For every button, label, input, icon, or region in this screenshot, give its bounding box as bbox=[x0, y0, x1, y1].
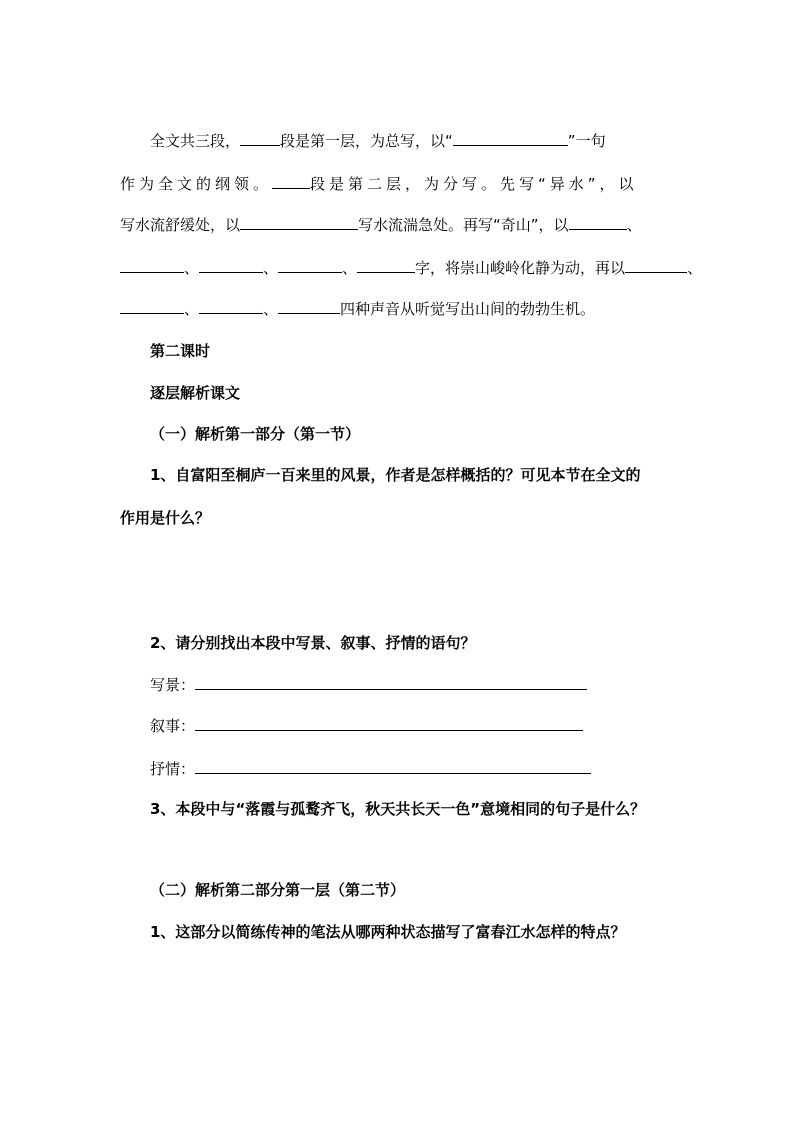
answer-label: 叙事： bbox=[150, 717, 196, 735]
intro-text: 四种声音从听觉写出山间的勃勃生机。 bbox=[340, 300, 596, 318]
part1-question-3: 3、本段中与“落霞与孤鹜齐飞，秋天共长天一色”意境相同的句子是什么？ bbox=[150, 800, 646, 818]
intro-text: 全文共三段， bbox=[150, 132, 241, 150]
part2-question-1: 1、这部分以简练传神的笔法从哪两种状态描写了富春江水怎样的特点？ bbox=[150, 923, 626, 941]
intro-line-3 bbox=[120, 215, 642, 235]
answer-label: 写景： bbox=[150, 676, 196, 694]
blank-key-sentence[interactable] bbox=[453, 131, 568, 146]
intro-text: 、 bbox=[687, 259, 703, 277]
separator: 、 bbox=[184, 259, 200, 277]
part1-question-1-continued: 作用是什么？ bbox=[120, 509, 211, 527]
intro-line-5 bbox=[120, 299, 595, 319]
intro-line-2 bbox=[120, 174, 638, 194]
blank-sound[interactable] bbox=[199, 299, 263, 314]
part2-heading: （二）解析第二部分第一层（第二节） bbox=[150, 881, 406, 899]
blank-mountain-word[interactable] bbox=[120, 258, 184, 273]
intro-text: 、 bbox=[626, 216, 642, 234]
blank-sound[interactable] bbox=[625, 258, 687, 273]
blank-paragraph-number[interactable] bbox=[240, 131, 280, 146]
separator: 、 bbox=[342, 259, 358, 277]
separator: 、 bbox=[263, 259, 279, 277]
blank-mountain-word[interactable] bbox=[357, 258, 415, 273]
section-title: 逐层解析课文 bbox=[150, 384, 241, 402]
intro-text: 字，将崇山峻岭化静为动，再以 bbox=[415, 259, 626, 277]
blank-paragraph-number[interactable] bbox=[272, 174, 310, 189]
blank-mountain-word[interactable] bbox=[569, 215, 627, 230]
answer-blank-lyric[interactable] bbox=[195, 759, 591, 774]
intro-text: 段是第二层，为分写。先写“异水”，以 bbox=[310, 175, 638, 193]
blank-mountain-word[interactable] bbox=[278, 258, 342, 273]
part1-question-2: 2、请分别找出本段中写景、叙事、抒情的语句？ bbox=[150, 634, 476, 652]
blank-rapid-water[interactable] bbox=[240, 215, 358, 230]
blank-sound[interactable] bbox=[120, 299, 184, 314]
answer-row-lyric bbox=[150, 759, 591, 779]
part1-question-1: 1、自富阳至桐庐一百来里的风景，作者是怎样概括的？可见本节在全文的 bbox=[150, 466, 641, 484]
blank-mountain-word[interactable] bbox=[199, 258, 263, 273]
separator: 、 bbox=[184, 300, 200, 318]
answer-label: 抒情： bbox=[150, 760, 196, 778]
intro-text: 写水流湍急处。再写“奇山”，以 bbox=[358, 216, 569, 234]
intro-line-1 bbox=[150, 131, 606, 151]
answer-row-narration bbox=[150, 716, 583, 736]
answer-row-scenery bbox=[150, 675, 587, 695]
answer-blank-scenery[interactable] bbox=[195, 675, 587, 690]
blank-sound[interactable] bbox=[278, 299, 340, 314]
lesson-title: 第二课时 bbox=[150, 342, 211, 360]
intro-text: 作为全文的纲领。 bbox=[120, 175, 273, 193]
intro-line-4 bbox=[120, 258, 702, 278]
answer-blank-narration[interactable] bbox=[195, 716, 583, 731]
intro-text: ”一句 bbox=[567, 132, 606, 150]
separator: 、 bbox=[263, 300, 279, 318]
part1-heading: （一）解析第一部分（第一节） bbox=[150, 425, 361, 443]
intro-text: 写水流舒缓处，以 bbox=[120, 216, 241, 234]
intro-text: 段是第一层，为总写，以“ bbox=[280, 132, 453, 150]
